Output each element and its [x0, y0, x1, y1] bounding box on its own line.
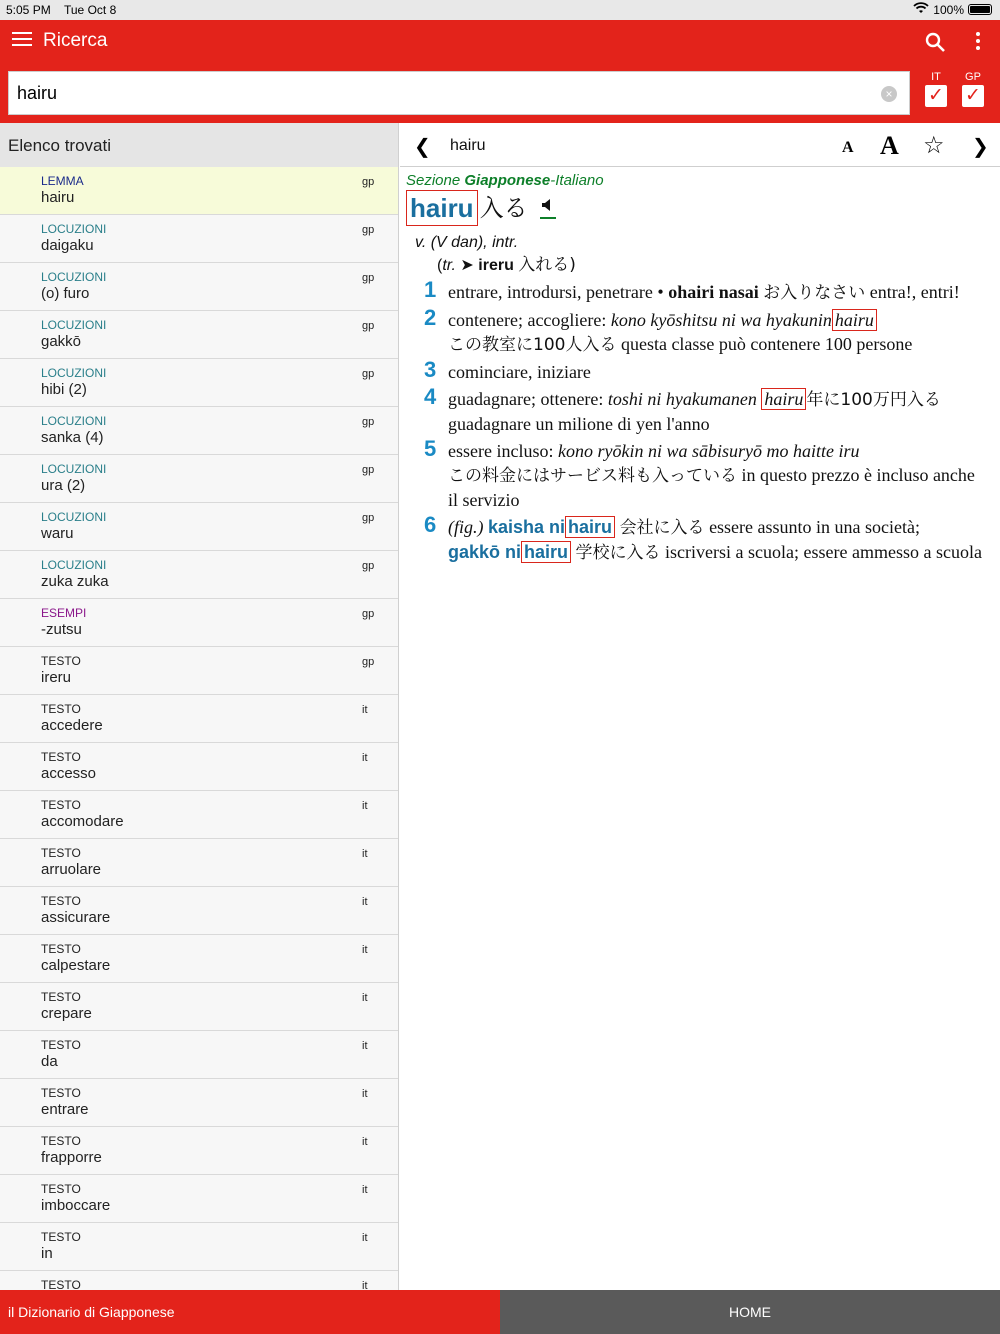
- list-item-word: arruolare: [41, 861, 102, 878]
- sense-6: [406, 512, 984, 565]
- list-item-lang: it: [362, 992, 368, 1004]
- list-item[interactable]: [0, 263, 398, 311]
- status-bar: [0, 0, 1000, 20]
- list-item-category: LOCUZIONI: [41, 222, 107, 236]
- sense-number: 3: [424, 357, 437, 382]
- headword: hairu: [406, 190, 478, 226]
- list-item-lang: gp: [362, 320, 375, 332]
- list-item[interactable]: [0, 167, 398, 215]
- list-item-word: hairu: [41, 189, 75, 206]
- sense-text: guadagnare; ottenere:: [448, 389, 608, 409]
- search-icon[interactable]: [924, 31, 946, 53]
- status-date: Tue Oct 8: [64, 3, 117, 17]
- font-larger-button[interactable]: A: [880, 131, 899, 160]
- example-romaji: kono kyōshitsu ni wa hyakunin: [610, 310, 832, 330]
- list-item[interactable]: [0, 455, 398, 503]
- checkbox-checked-icon[interactable]: ✓: [925, 85, 947, 107]
- list-item-category: LEMMA: [41, 174, 84, 188]
- example-translation: iscriversi a scuola; essere ammesso a scuola: [665, 542, 982, 562]
- example-romaji: gakkō ni: [448, 542, 522, 562]
- list-item-category: TESTO: [41, 894, 81, 908]
- list-item-category: TESTO: [41, 750, 81, 764]
- list-item-lang: gp: [362, 512, 375, 524]
- battery-percent: 100%: [933, 2, 964, 17]
- list-item-category: LOCUZIONI: [41, 414, 107, 428]
- crossref-word[interactable]: ireru: [478, 257, 514, 274]
- list-item-word: waru: [41, 525, 74, 542]
- list-item-word: (o) furo: [41, 285, 90, 302]
- example-romaji: ohairi nasai: [668, 282, 759, 302]
- example-japanese: この料金にはサービス料も入っている: [448, 466, 737, 486]
- entry-toolbar: [400, 123, 1000, 167]
- sense-3: [406, 357, 984, 384]
- results-list: [0, 167, 398, 1290]
- entry-query: hairu: [450, 137, 486, 154]
- list-item[interactable]: [0, 1031, 398, 1079]
- highlight-box: hairu: [761, 388, 806, 410]
- list-item[interactable]: [0, 551, 398, 599]
- dictionary-entry: [400, 167, 1000, 565]
- list-item-word: imboccare: [41, 1197, 111, 1214]
- example-translation: guadagnare un milione di yen l'anno: [448, 414, 710, 434]
- list-item-lang: it: [362, 848, 368, 860]
- list-item-category: TESTO: [41, 1086, 81, 1100]
- list-item-lang: gp: [362, 656, 375, 668]
- page-title: Ricerca: [43, 30, 108, 51]
- list-item-lang: gp: [362, 608, 375, 620]
- list-item[interactable]: [0, 839, 398, 887]
- list-item-category: TESTO: [41, 1230, 81, 1244]
- list-item-lang: it: [362, 800, 368, 812]
- list-item[interactable]: [0, 695, 398, 743]
- list-item-lang: gp: [362, 272, 375, 284]
- list-item-word: entrare: [41, 1101, 89, 1118]
- list-item-word: accesso: [41, 765, 97, 782]
- sense-text: contenere; accogliere:: [448, 310, 611, 330]
- list-item-lang: it: [362, 896, 368, 908]
- sense-number: 5: [424, 436, 437, 461]
- list-item[interactable]: [0, 791, 398, 839]
- list-item-lang: gp: [362, 368, 375, 380]
- sense-number: 2: [424, 305, 437, 330]
- wifi-icon: [913, 2, 929, 17]
- chevron-left-icon[interactable]: ❮: [414, 136, 431, 158]
- list-item[interactable]: [0, 935, 398, 983]
- list-item-category: LOCUZIONI: [41, 462, 107, 476]
- status-right: [913, 2, 992, 17]
- list-item-lang: it: [362, 752, 368, 764]
- highlight-box: hairu: [832, 309, 877, 331]
- headword-kana: 入る: [479, 194, 528, 222]
- example-japanese: 会社に入る: [619, 518, 705, 538]
- list-item[interactable]: [0, 1271, 398, 1290]
- list-item-category: TESTO: [41, 942, 81, 956]
- list-item-category: LOCUZIONI: [41, 510, 107, 524]
- list-item[interactable]: [0, 503, 398, 551]
- list-item-category: TESTO: [41, 1278, 81, 1290]
- headword-line: [406, 190, 984, 226]
- list-item-lang: gp: [362, 416, 375, 428]
- list-item-word: zuka zuka: [41, 573, 109, 590]
- brand-label: il Dizionario di Giapponese: [0, 1290, 500, 1334]
- clear-icon[interactable]: ×: [881, 86, 897, 102]
- sense-5: [406, 436, 984, 512]
- list-item-category: TESTO: [41, 1134, 81, 1148]
- list-item-category: TESTO: [41, 846, 81, 860]
- highlight-box: hairu: [521, 541, 571, 563]
- list-item-category: LOCUZIONI: [41, 558, 107, 572]
- example-translation: questa classe può contenere 100 persone: [616, 334, 913, 354]
- list-item[interactable]: [0, 215, 398, 263]
- search-row: [0, 63, 1000, 123]
- font-smaller-button[interactable]: A: [842, 139, 854, 156]
- list-item[interactable]: [0, 1079, 398, 1127]
- section-bold: Giapponese: [464, 172, 551, 189]
- example-romaji: kono ryōkin ni wa sābisuryō mo haitte iru: [557, 441, 860, 461]
- example-translation: in questo prezzo è incluso anche il servizio: [448, 465, 975, 510]
- example-japanese: お入りなさい: [763, 283, 866, 303]
- list-item-category: ESEMPI: [41, 606, 87, 620]
- list-item-lang: it: [362, 944, 368, 956]
- list-item-word: accomodare: [41, 813, 124, 830]
- crossref-open: (: [437, 257, 443, 274]
- sense-1: [406, 277, 984, 305]
- highlight-box: hairu: [565, 516, 615, 538]
- figurative-label: (fig.): [448, 517, 484, 537]
- example-japanese: この教室に100人入る: [448, 335, 617, 355]
- list-item-lang: it: [362, 1040, 368, 1052]
- list-item[interactable]: [0, 983, 398, 1031]
- sense-2: [406, 305, 984, 357]
- list-item-word: in: [41, 1245, 53, 1262]
- section-prefix: Sezione: [406, 172, 465, 189]
- list-item[interactable]: [0, 359, 398, 407]
- results-panel: [0, 123, 399, 1290]
- star-outline-icon[interactable]: ☆: [923, 132, 945, 159]
- list-item-lang: it: [362, 1232, 368, 1244]
- example-japanese: 年に100万円入る: [806, 390, 941, 410]
- list-item-category: TESTO: [41, 798, 81, 812]
- speaker-icon[interactable]: [540, 197, 556, 219]
- list-item-lang: it: [362, 704, 368, 716]
- section-suffix: -Italiano: [550, 172, 604, 189]
- list-item-category: LOCUZIONI: [41, 366, 107, 380]
- list-item-word: calpestare: [41, 957, 111, 974]
- example-translation: entra!, entri!: [865, 282, 960, 302]
- crossref-tr: tr.: [442, 257, 456, 274]
- status-time: 5:05 PM: [6, 3, 51, 17]
- list-item-category: TESTO: [41, 990, 81, 1004]
- list-item[interactable]: [0, 311, 398, 359]
- list-item-word: crepare: [41, 1005, 92, 1022]
- list-item-category: LOCUZIONI: [41, 270, 107, 284]
- list-item-lang: it: [362, 1136, 368, 1148]
- example-japanese: 学校に入る: [575, 543, 661, 563]
- list-item-word: sanka (4): [41, 429, 104, 446]
- list-item-lang: gp: [362, 560, 375, 572]
- list-item[interactable]: [0, 1175, 398, 1223]
- sense-text: entrare, introdursi, penetrare: [448, 282, 653, 302]
- filter-gp-label: GP: [965, 71, 981, 83]
- list-item[interactable]: [0, 599, 398, 647]
- example-romaji: toshi ni hyakumanen: [607, 389, 757, 409]
- list-item-lang: it: [362, 1280, 368, 1290]
- list-item[interactable]: [0, 407, 398, 455]
- search-box: [8, 71, 910, 115]
- list-item-category: LOCUZIONI: [41, 318, 107, 332]
- sense-text: essere incluso:: [448, 441, 558, 461]
- list-item-lang: gp: [362, 176, 375, 188]
- list-item[interactable]: [0, 743, 398, 791]
- list-item-word: -zutsu: [41, 621, 82, 638]
- crossref-kana: 入れる): [518, 255, 576, 275]
- grammar-info: v. (V dan), intr.: [415, 234, 519, 251]
- checkbox-checked-icon[interactable]: ✓: [962, 85, 984, 107]
- list-item-word: assicurare: [41, 909, 111, 926]
- example-translation: essere assunto in una società;: [709, 517, 920, 537]
- bottom-bar: [0, 1290, 1000, 1334]
- bullet: •: [657, 282, 664, 302]
- sense-number: 4: [424, 384, 437, 409]
- list-item[interactable]: [0, 1223, 398, 1271]
- app-bar: [0, 20, 1000, 63]
- hamburger-icon[interactable]: [12, 32, 32, 50]
- list-item-lang: it: [362, 1184, 368, 1196]
- arrow-icon: ➤: [460, 257, 474, 274]
- cross-reference: [437, 254, 984, 277]
- list-item-lang: it: [362, 1088, 368, 1100]
- sense-4: [406, 384, 984, 436]
- list-item-word: accedere: [41, 717, 103, 734]
- list-item-word: frapporre: [41, 1149, 102, 1166]
- list-item[interactable]: [0, 1127, 398, 1175]
- list-item-category: TESTO: [41, 1038, 81, 1052]
- sense-text: cominciare, iniziare: [448, 362, 591, 382]
- list-item[interactable]: [0, 647, 398, 695]
- chevron-right-icon[interactable]: ❯: [972, 136, 989, 158]
- list-item-word: hibi (2): [41, 381, 87, 398]
- list-item-word: ireru: [41, 669, 72, 686]
- search-input[interactable]: [17, 78, 867, 108]
- list-item-word: gakkō: [41, 333, 82, 350]
- list-item-lang: gp: [362, 224, 375, 236]
- list-item-word: daigaku: [41, 237, 94, 254]
- entry-panel: [400, 123, 1000, 1290]
- filter-gp[interactable]: [961, 71, 985, 107]
- filter-it[interactable]: [924, 71, 948, 107]
- battery-icon: [968, 4, 992, 15]
- home-button[interactable]: HOME: [500, 1290, 1000, 1334]
- sense-number: 1: [424, 277, 437, 302]
- section-label: [406, 172, 984, 190]
- list-item-lang: gp: [362, 464, 375, 476]
- list-item-category: TESTO: [41, 702, 81, 716]
- list-item[interactable]: [0, 887, 398, 935]
- example-romaji: kaisha ni: [488, 517, 566, 537]
- list-item-word: da: [41, 1053, 58, 1070]
- filter-it-label: IT: [931, 71, 941, 83]
- results-header: Elenco trovati: [0, 123, 398, 167]
- list-item-category: TESTO: [41, 654, 81, 668]
- more-vertical-icon[interactable]: [970, 32, 986, 52]
- sense-number: 6: [424, 512, 437, 537]
- list-item-word: ura (2): [41, 477, 86, 494]
- list-item-category: TESTO: [41, 1182, 81, 1196]
